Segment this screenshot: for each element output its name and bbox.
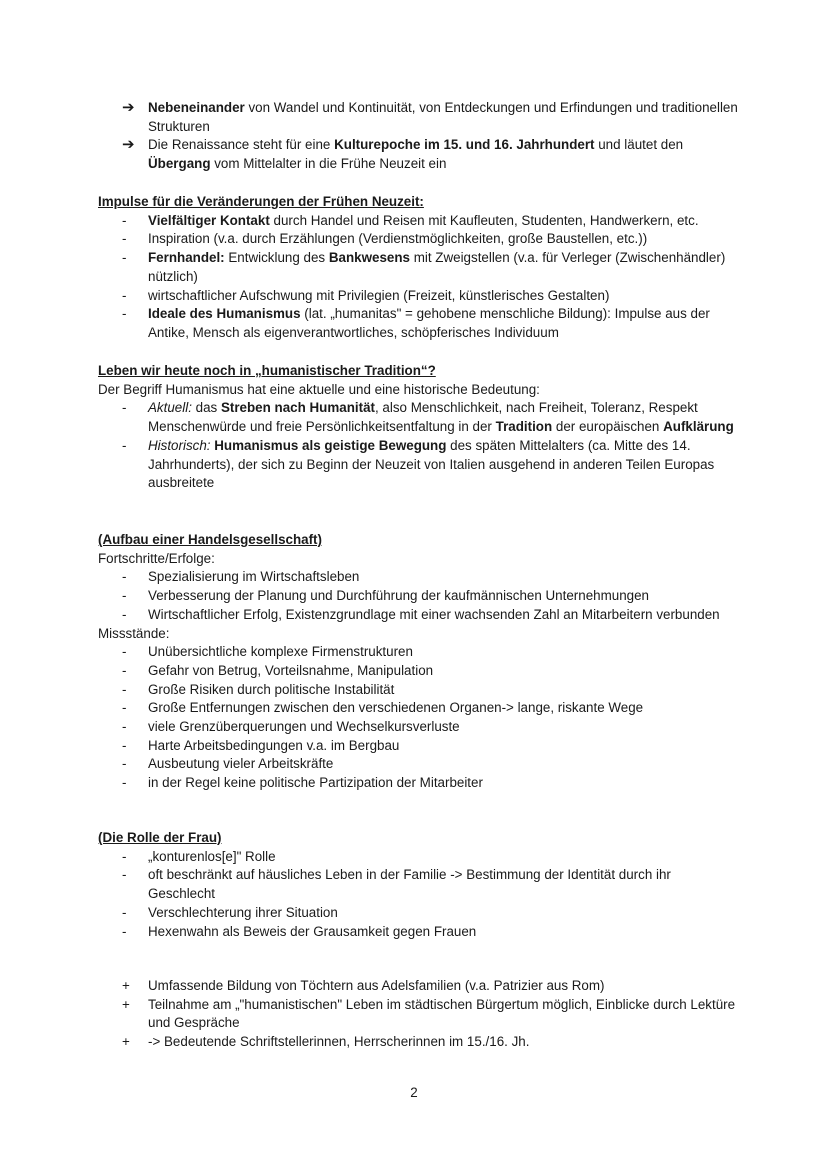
- bullet-marker: -: [122, 662, 127, 678]
- item-text: Verbesserung der Planung und Durchführung der kaufmännischen Unternehmungen: [148, 588, 649, 604]
- list-item: [98, 718, 738, 737]
- list-item: [98, 848, 738, 867]
- item-text: Teilnahme am „"humanistischen" Leben im städtischen Bürgertum möglich, Einblicke durch Lektüre und Gespräche: [148, 996, 736, 1031]
- problems-label: Missstände:: [98, 625, 170, 641]
- impulse-item: [98, 287, 738, 306]
- list-item: [98, 755, 738, 774]
- item-text: Umfassende Bildung von Töchtern aus Adelsfamilien (v.a. Patrizier aus Rom): [148, 978, 605, 993]
- page-number: 2: [410, 1085, 418, 1100]
- bullet-marker: +: [122, 978, 130, 993]
- intro-item: [98, 99, 738, 136]
- item-text: Die Renaissance steht für eine Kulturepoche im 15. und 16. Jahrhundert und läutet den Übergang vom Mittelalter in die Frühe Neuzeit ein: [148, 137, 684, 171]
- item-text: in der Regel keine politische Partizipation der Mitarbeiter: [148, 775, 483, 791]
- item-text: Gefahr von Betrug, Vorteilsnahme, Manipulation: [148, 662, 434, 678]
- handel-section: [98, 531, 738, 793]
- bullet-marker: -: [122, 400, 127, 416]
- list-item: [98, 1033, 738, 1052]
- bullet-marker: -: [122, 306, 127, 322]
- item-text: wirtschaftlicher Aufschwung mit Privilegien (Freizeit, künstlerisches Gestalten): [148, 287, 610, 303]
- item-text: -> Bedeutende Schriftstellerinnen, Herrscherinnen im 15./16. Jh.: [148, 1034, 530, 1050]
- problems-list: [98, 643, 738, 793]
- bullet-marker: -: [122, 719, 127, 735]
- impulse-section: [98, 193, 738, 343]
- bullet-marker: -: [122, 700, 127, 716]
- bullet-marker: -: [122, 569, 127, 585]
- item-text: viele Grenzüberquerungen und Wechselkursverluste: [148, 719, 460, 735]
- item-text: „konturenlos[e]" Rolle: [148, 848, 276, 864]
- bullet-marker: -: [122, 250, 127, 266]
- list-item: [98, 737, 738, 756]
- item-text: Große Entfernungen zwischen den verschiedenen Organen-> lange, riskante Wege: [148, 700, 644, 716]
- bullet-marker: -: [122, 231, 127, 247]
- bullet-marker: ➔: [122, 136, 135, 153]
- item-text: Fernhandel: Entwicklung des Bankwesens mit Zweigstellen (v.a. für Verleger (Zwischenhändler) nützlich): [148, 250, 726, 284]
- bullet-marker: -: [122, 437, 127, 453]
- tradition-item: [98, 437, 738, 493]
- bullet-marker: -: [122, 287, 127, 303]
- item-text: Aktuell: das Streben nach Humanität, also Menschlichkeit, nach Freiheit, Toleranz, Respekt Menschenwürde und freie Persönlichkeitsentfaltung in der Tradition der europäischen Aufklärung: [148, 400, 734, 435]
- list-item: [98, 977, 738, 996]
- list-item: [98, 904, 738, 923]
- section-heading-frau: (Die Rolle der Frau): [98, 830, 222, 845]
- frau-plus-section: [98, 977, 738, 1052]
- item-text: Große Risiken durch politische Instabilität: [148, 681, 395, 697]
- impulse-item: [98, 249, 738, 286]
- bullet-marker: -: [122, 756, 127, 772]
- item-text: Harte Arbeitsbedingungen v.a. im Bergbau: [148, 737, 400, 753]
- item-text: Spezialisierung im Wirtschaftsleben: [148, 569, 360, 585]
- impulse-item: [98, 305, 738, 342]
- list-item: [98, 923, 738, 942]
- tradition-section: [98, 362, 738, 493]
- bullet-marker: +: [122, 1034, 130, 1050]
- bullet-marker: +: [122, 996, 130, 1012]
- item-text: Nebeneinander von Wandel und Kontinuität, von Entdeckungen und Erfindungen und traditionellen Strukturen: [148, 100, 738, 134]
- list-item: [98, 996, 738, 1033]
- frau-minus-list: [98, 848, 738, 942]
- item-text: Ausbeutung vieler Arbeitskräfte: [148, 756, 334, 772]
- bullet-marker: -: [122, 588, 127, 604]
- item-text: Ideale des Humanismus (lat. „humanitas" = gehobene menschliche Bildung): Impulse aus der Antike, Mensch als eigenverantwortliches, schöpferisches Individuum: [148, 306, 710, 340]
- section-heading-tradition: Leben wir heute noch in „humanistischer Tradition“?: [98, 363, 436, 378]
- bullet-marker: -: [122, 212, 127, 228]
- list-item: [98, 662, 738, 681]
- item-text: Inspiration (v.a. durch Erzählungen (Verdienstmöglichkeiten, große Baustellen, etc.)): [148, 231, 648, 247]
- impulse-item: [98, 230, 738, 249]
- bullet-marker: -: [122, 681, 127, 697]
- bullet-marker: -: [122, 923, 127, 939]
- bullet-marker: -: [122, 644, 127, 660]
- item-text: oft beschränkt auf häusliches Leben in der Familie -> Bestimmung der Identität durch ihr Geschlecht: [148, 867, 671, 902]
- list-item: [98, 866, 738, 903]
- bullet-marker: -: [122, 867, 127, 883]
- bullet-marker: -: [122, 737, 127, 753]
- item-text: Historisch: Humanismus als geistige Bewegung des späten Mittelalters (ca. Mitte des 14. Jahrhunderts), der sich zu Beginn der Neuzeit von Italien ausgehend in anderen Teilen Europas ausbreitete: [148, 437, 715, 491]
- bullet-marker: ➔: [122, 99, 135, 116]
- item-text: Vielfältiger Kontakt durch Handel und Reisen mit Kaufleuten, Studenten, Handwerkern, etc.: [148, 212, 699, 228]
- progress-label: Fortschritte/Erfolge:: [98, 550, 215, 566]
- item-text: Unübersichtliche komplexe Firmenstrukturen: [148, 644, 413, 660]
- bullet-marker: -: [122, 775, 127, 791]
- list-item: [98, 681, 738, 700]
- item-text: Wirtschaftlicher Erfolg, Existenzgrundlage mit einer wachsenden Zahl an Mitarbeitern verbunden: [148, 606, 720, 622]
- progress-list: [98, 568, 738, 624]
- bullet-marker: -: [122, 606, 127, 622]
- bullet-marker: -: [122, 904, 127, 920]
- bullet-marker: -: [122, 848, 127, 864]
- list-item: [98, 587, 738, 606]
- impulse-item: [98, 212, 738, 231]
- intro-item: [98, 136, 738, 173]
- frau-plus-list: [98, 977, 738, 1052]
- list-item: [98, 643, 738, 662]
- section-heading-impulse: Impulse für die Veränderungen der Frühen Neuzeit:: [98, 194, 424, 209]
- item-text: Verschlechterung ihrer Situation: [148, 904, 338, 920]
- section-heading-handel: (Aufbau einer Handelsgesellschaft): [98, 532, 322, 547]
- list-item: [98, 774, 738, 793]
- list-item: [98, 568, 738, 587]
- list-item: [98, 606, 738, 625]
- tradition-intro: Der Begriff Humanismus hat eine aktuelle und eine historische Bedeutung:: [98, 381, 540, 397]
- tradition-item: [98, 399, 738, 436]
- item-text: Hexenwahn als Beweis der Grausamkeit gegen Frauen: [148, 923, 477, 939]
- frau-section: [98, 829, 738, 941]
- list-item: [98, 699, 738, 718]
- intro-section: [98, 99, 738, 173]
